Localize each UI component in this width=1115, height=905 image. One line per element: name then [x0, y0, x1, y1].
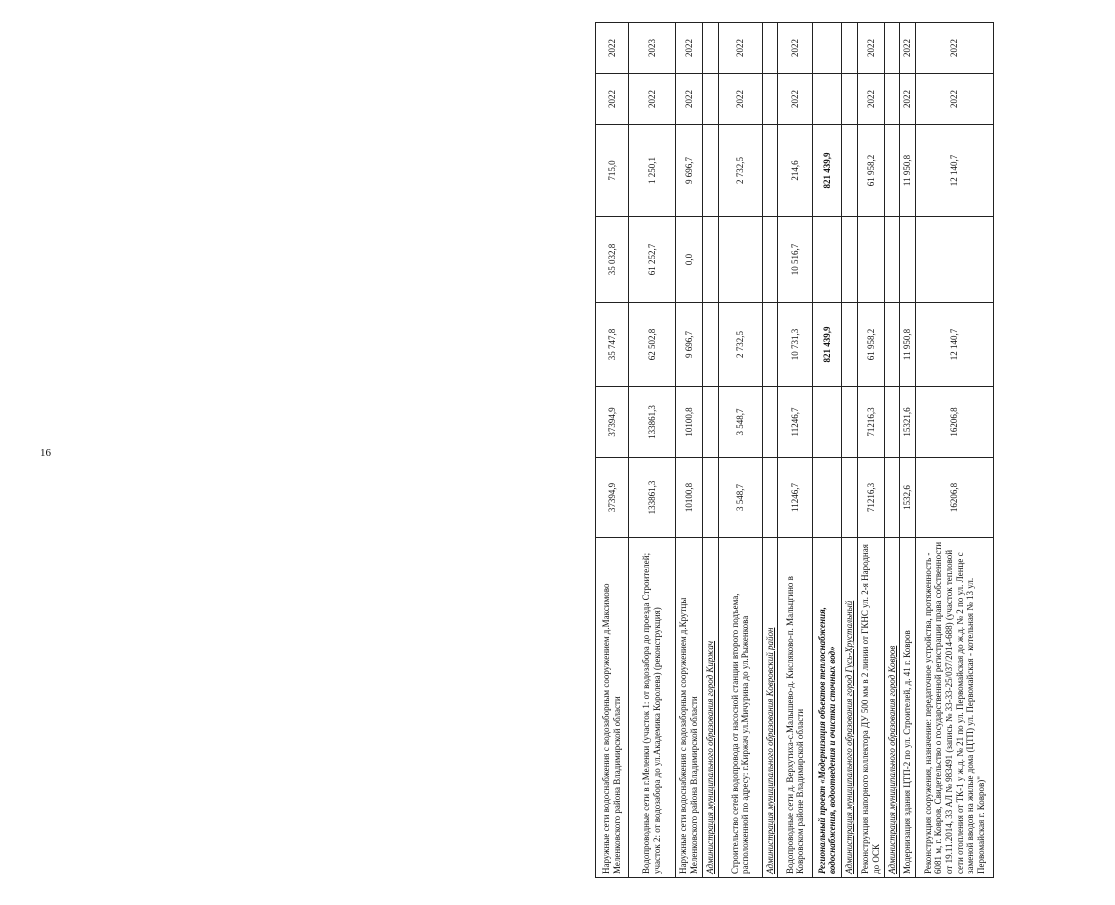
- federal-funding-cell: 10 516,7: [778, 217, 813, 303]
- total-funding-cell: 11 950,8: [900, 303, 916, 387]
- regional-funding-cell: 9 696,7: [676, 125, 703, 217]
- start-year-cell: [884, 74, 900, 125]
- estimated-cost-cell: [884, 458, 900, 538]
- administration-heading: Администрация муниципального образования Ковровский район: [762, 538, 778, 878]
- federal-funding-cell: [884, 217, 900, 303]
- remaining-cost-cell: 11246,7: [778, 387, 813, 458]
- regional-funding-cell: 61 958,2: [857, 125, 884, 217]
- object-name-cell: Модернизация здания ЦТП-2 по ул. Строителей, д. 41 г. Ковров: [900, 538, 916, 878]
- table-row: [718, 23, 762, 878]
- end-year-cell: [762, 23, 778, 74]
- object-name-cell: Наружные сети водоснабжения с водозаборным сооружением д.Крутцы Меленковского района Владимирской области: [676, 538, 703, 878]
- end-year-cell: 2022: [718, 23, 762, 74]
- total-funding-cell: 10 731,3: [778, 303, 813, 387]
- table-row: [676, 23, 703, 878]
- start-year-cell: 2022: [718, 74, 762, 125]
- remaining-cost-cell: [703, 387, 719, 458]
- regional-funding-cell: 11 950,8: [900, 125, 916, 217]
- total-funding-cell: 2 732,5: [718, 303, 762, 387]
- federal-funding-cell: [900, 217, 916, 303]
- end-year-cell: 2023: [629, 23, 676, 74]
- remaining-cost-cell: [762, 387, 778, 458]
- end-year-cell: 2022: [596, 23, 629, 74]
- table-row-project: [813, 23, 842, 878]
- table-row-subheader: [762, 23, 778, 878]
- funding-table: [595, 22, 994, 878]
- start-year-cell: 2022: [629, 74, 676, 125]
- table-row: [778, 23, 813, 878]
- federal-funding-cell: [718, 217, 762, 303]
- estimated-cost-cell: [842, 458, 858, 538]
- total-funding-cell: [884, 303, 900, 387]
- administration-heading: Администрация муниципального образования город Гусь-Хрустальный: [842, 538, 858, 878]
- start-year-cell: [813, 74, 842, 125]
- total-funding-cell: 9 696,7: [676, 303, 703, 387]
- start-year-cell: 2022: [857, 74, 884, 125]
- start-year-cell: 2022: [900, 74, 916, 125]
- end-year-cell: [842, 23, 858, 74]
- start-year-cell: [842, 74, 858, 125]
- regional-funding-cell: 821 439,9: [813, 125, 842, 217]
- start-year-cell: 2022: [596, 74, 629, 125]
- start-year-cell: 2022: [916, 74, 994, 125]
- regional-funding-cell: [884, 125, 900, 217]
- remaining-cost-cell: 3 548,7: [718, 387, 762, 458]
- rotated-table-container: [595, 23, 1115, 878]
- estimated-cost-cell: [703, 458, 719, 538]
- federal-funding-cell: [813, 217, 842, 303]
- estimated-cost-cell: 10100,8: [676, 458, 703, 538]
- regional-funding-cell: 214,6: [778, 125, 813, 217]
- regional-funding-cell: [703, 125, 719, 217]
- regional-funding-cell: 1 250,1: [629, 125, 676, 217]
- remaining-cost-cell: [884, 387, 900, 458]
- table-row-subheader: [703, 23, 719, 878]
- regional-funding-cell: 715,0: [596, 125, 629, 217]
- estimated-cost-cell: [813, 458, 842, 538]
- table-row-subheader: [842, 23, 858, 878]
- federal-funding-cell: 35 032,8: [596, 217, 629, 303]
- remaining-cost-cell: 37394,9: [596, 387, 629, 458]
- administration-heading: Администрация муниципального образования город Киржач: [703, 538, 719, 878]
- estimated-cost-cell: 3 548,7: [718, 458, 762, 538]
- regional-funding-cell: [842, 125, 858, 217]
- object-name-cell: Водопроводные сети д. Верхутиха-с.Малышево-д. Кисляково-п. Мальцгино в Ковровском районе Владимирской области: [778, 538, 813, 878]
- administration-heading: Администрация муниципального образования город Ковров: [884, 538, 900, 878]
- estimated-cost-cell: 133861,3: [629, 458, 676, 538]
- regional-project-heading: Региональный проект «Модернизация объектов теплоснабжения, водоснабжения, водоотведения и очистки сточных вод»: [813, 538, 842, 878]
- total-funding-cell: 821 439,9: [813, 303, 842, 387]
- estimated-cost-cell: 16206,8: [916, 458, 994, 538]
- table-row: [596, 23, 629, 878]
- estimated-cost-cell: [762, 458, 778, 538]
- end-year-cell: 2022: [916, 23, 994, 74]
- remaining-cost-cell: 71216,3: [857, 387, 884, 458]
- end-year-cell: 2022: [900, 23, 916, 74]
- federal-funding-cell: 0,0: [676, 217, 703, 303]
- federal-funding-cell: [762, 217, 778, 303]
- start-year-cell: 2022: [778, 74, 813, 125]
- start-year-cell: [703, 74, 719, 125]
- total-funding-cell: 12 140,7: [916, 303, 994, 387]
- total-funding-cell: [762, 303, 778, 387]
- estimated-cost-cell: 71216,3: [857, 458, 884, 538]
- federal-funding-cell: [842, 217, 858, 303]
- total-funding-cell: 62 502,8: [629, 303, 676, 387]
- object-name-cell: Строительство сетей водопровода от насосной станции второго подъема, расположенной по адресу: г.Киржач ул.Мичурина до ул.Рыженкова: [718, 538, 762, 878]
- object-name-cell: Реконструкция напорного коллектора ДУ 500 мм в 2 линии от ГКНС ул. 2-я Народная до ОСК: [857, 538, 884, 878]
- end-year-cell: 2022: [857, 23, 884, 74]
- start-year-cell: 2022: [676, 74, 703, 125]
- table-row: [916, 23, 994, 878]
- end-year-cell: 2022: [778, 23, 813, 74]
- end-year-cell: [703, 23, 719, 74]
- estimated-cost-cell: 1532,6: [900, 458, 916, 538]
- object-name-cell: Водопроводные сети в г.Меленки (участок 1: от водозабора до проезда Строителей; участок 2: от водозабора до ул.Академика Королева) (реконструкция): [629, 538, 676, 878]
- end-year-cell: 2022: [676, 23, 703, 74]
- end-year-cell: [813, 23, 842, 74]
- object-name-cell: Наружные сети водоснабжения с водозаборным сооружением д.Максимово Меленковского района Владимирской области: [596, 538, 629, 878]
- remaining-cost-cell: [813, 387, 842, 458]
- table-row: [629, 23, 676, 878]
- federal-funding-cell: [916, 217, 994, 303]
- object-name-cell: Реконструкция сооружения, назначение: передаточное устройства, протяженность - 6081 м, г. Ковров, Свидетельство о государственной регистрации права собственности от 19.11.2014, 33 АЛ № 983491 (запись № 33-33-25/037/2014-688) (участок тепловой сети отопления от ТК-1 у ж.д. № 21 по ул. Первомайская до ж.д. № 2 по ул. Ленце с заменой вводов на жилые дома (ЦТП) ул. Первомайская - котельная № 13 ул. Первомайская г. Ковров)": [916, 538, 994, 878]
- estimated-cost-cell: 37394,9: [596, 458, 629, 538]
- remaining-cost-cell: 10100,8: [676, 387, 703, 458]
- table-row: [857, 23, 884, 878]
- total-funding-cell: 35 747,8: [596, 303, 629, 387]
- start-year-cell: [762, 74, 778, 125]
- estimated-cost-cell: 11246,7: [778, 458, 813, 538]
- table-row: [900, 23, 916, 878]
- remaining-cost-cell: 133861,3: [629, 387, 676, 458]
- federal-funding-cell: [857, 217, 884, 303]
- regional-funding-cell: [762, 125, 778, 217]
- total-funding-cell: [703, 303, 719, 387]
- remaining-cost-cell: [842, 387, 858, 458]
- remaining-cost-cell: 16206,8: [916, 387, 994, 458]
- regional-funding-cell: 2 732,5: [718, 125, 762, 217]
- end-year-cell: [884, 23, 900, 74]
- page-number: 16: [40, 447, 51, 459]
- total-funding-cell: 61 958,2: [857, 303, 884, 387]
- table-row-subheader: [884, 23, 900, 878]
- regional-funding-cell: 12 140,7: [916, 125, 994, 217]
- remaining-cost-cell: 15321,6: [900, 387, 916, 458]
- total-funding-cell: [842, 303, 858, 387]
- federal-funding-cell: [703, 217, 719, 303]
- federal-funding-cell: 61 252,7: [629, 217, 676, 303]
